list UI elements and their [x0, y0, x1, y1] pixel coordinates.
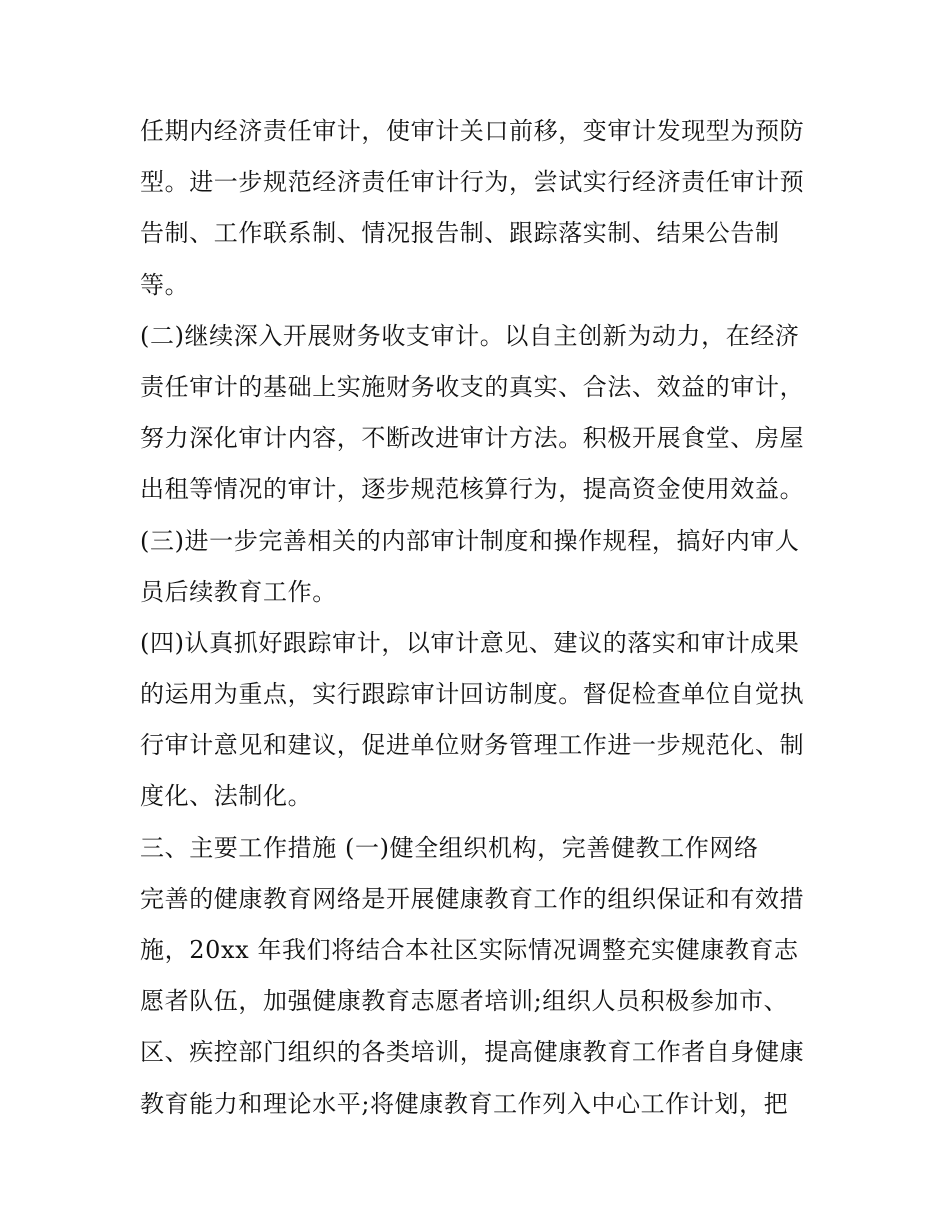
text-line: 愿者队伍，加强健康教育志愿者培训;组织人员积极参加市、 [140, 987, 789, 1016]
text-line: 施，20xx 年我们将结合本社区实际情况调整充实健康教育志 [140, 936, 799, 964]
document-body [140, 106, 820, 1130]
text-line: 告制、工作联系制、情况报告制、跟踪落实制、结果公告制 [140, 219, 780, 248]
text-line: 行审计意见和建议，促进单位财务管理工作进一步规范化、制 [140, 731, 805, 760]
text-line: 的运用为重点，实行跟踪审计回访制度。督促检查单位自觉执 [140, 680, 805, 709]
text-line: 努力深化审计内容，不断改进审计方法。积极开展食堂、房屋 [140, 424, 805, 453]
text-line: 教育能力和理论水平;将健康教育工作列入中心工作计划，把 [140, 1089, 789, 1118]
text-line: (四)认真抓好跟踪审计，以审计意见、建议的落实和审计成果 [140, 628, 800, 657]
text-line: 等。 [140, 270, 190, 299]
text-line: 员后续教育工作。 [140, 577, 337, 606]
text-line: (三)进一步完善相关的内部审计制度和操作规程，搞好内审人 [140, 526, 800, 555]
text-line: 度化、法制化。 [140, 782, 313, 811]
text-line: 责任审计的基础上实施财务收支的真实、合法、效益的审计， [140, 372, 805, 401]
text-line: (二)继续深入开展财务收支审计。以自主创新为动力，在经济 [140, 321, 800, 350]
text-line: 任期内经济责任审计，使审计关口前移，变审计发现型为预防 [140, 117, 805, 145]
text-line: 出租等情况的审计，逐步规范核算行为，提高资金使用效益。 [140, 475, 805, 504]
text-line: 型。进一步规范经济责任审计行为，尝试实行经济责任审计预 [140, 168, 805, 197]
section-heading-line: 三、主要工作措施 (一)健全组织机构，完善健教工作网络 [140, 833, 759, 862]
text-line: 完善的健康教育网络是开展健康教育工作的组织保证和有效措 [140, 884, 805, 913]
text-line: 区、疾控部门组织的各类培训，提高健康教育工作者自身健康 [140, 1038, 805, 1067]
